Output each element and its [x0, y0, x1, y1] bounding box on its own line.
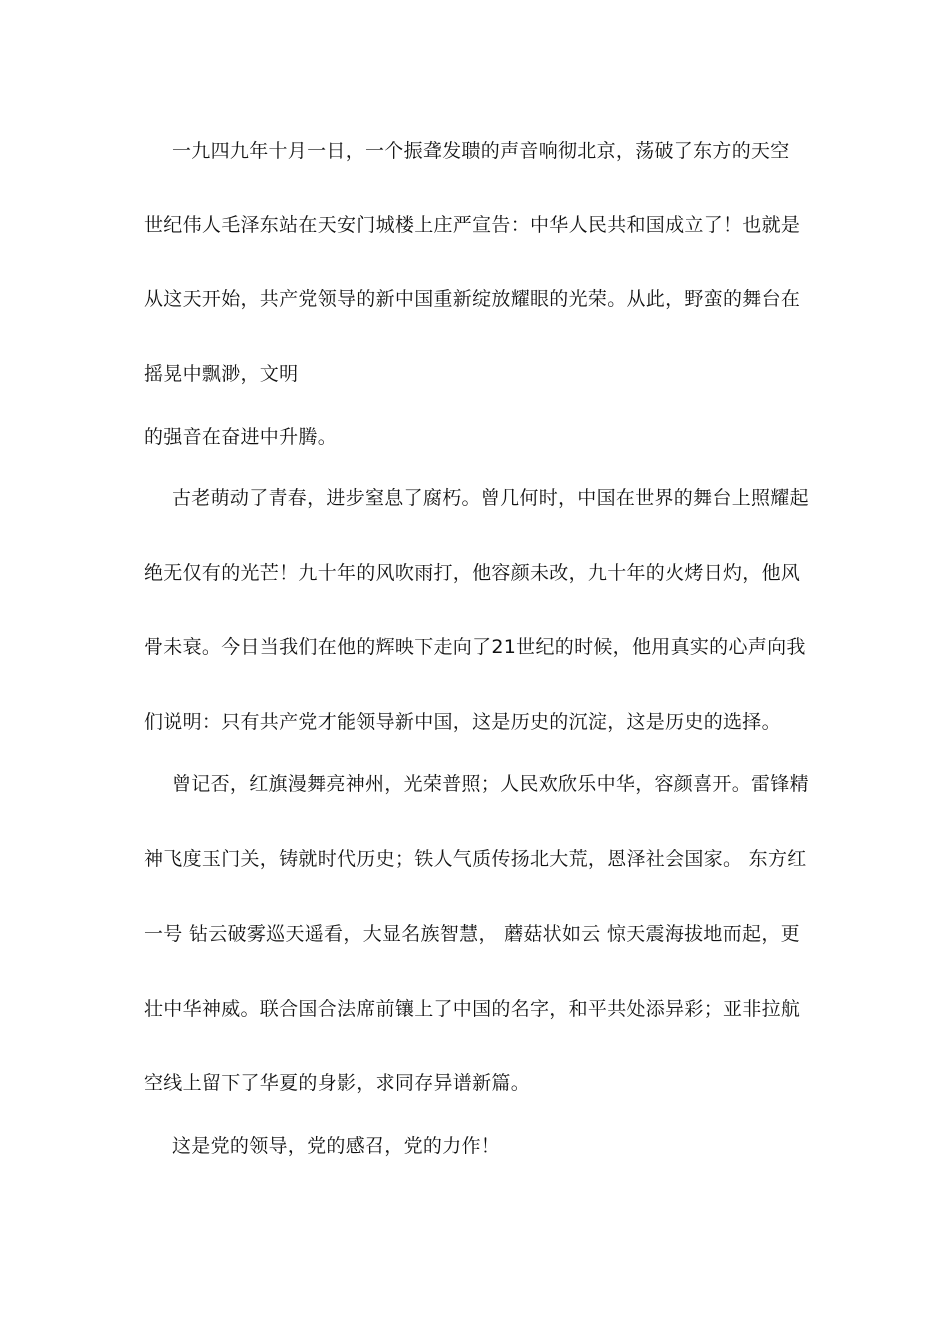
paragraph-2-line-3: 骨未衰。今日当我们在他的辉映下走向了21世纪的时候，他用真实的心声向我	[144, 636, 806, 658]
paragraph-2-line-2: 绝无仅有的光芒！九十年的风吹雨打，他容颜未改，九十年的火烤日灼，他风	[144, 562, 801, 584]
paragraph-3-line-5: 空线上留下了华夏的身影，求同存异谱新篇。	[144, 1072, 531, 1094]
paragraph-4-line-1: 这是党的领导，党的感召，党的力作！	[172, 1135, 501, 1157]
paragraph-2-line-1: 古老萌动了青春，进步窒息了腐朽。曾几何时，中国在世界的舞台上照耀起	[172, 487, 809, 509]
paragraph-1-line-3: 从这天开始，共产党领导的新中国重新绽放耀眼的光荣。从此，野蛮的舞台在	[144, 288, 801, 310]
paragraph-1-line-1: 一九四九年十月一日，一个振聋发聩的声音响彻北京，荡破了东方的天空	[172, 140, 790, 162]
paragraph-2-line-4: 们说明：只有共产党才能领导新中国，这是历史的沉淀，这是历史的选择。	[144, 711, 781, 733]
paragraph-3-line-1: 曾记否，红旗漫舞亮神州，光荣普照；人民欢欣乐中华，容颜喜开。雷锋精	[172, 773, 809, 795]
paragraph-1-line-5: 的强音在奋进中升腾。	[144, 426, 338, 448]
paragraph-3-line-3: 一号 钻云破雾巡天遥看，大显名族智慧， 蘑菇状如云 惊天震海拔地而起，更	[144, 923, 800, 945]
paragraph-1-line-2: 世纪伟人毛泽东站在天安门城楼上庄严宣告：中华人民共和国成立了！也就是	[144, 214, 801, 236]
paragraph-3-line-4: 壮中华神威。联合国合法席前镶上了中国的名字，和平共处添异彩；亚非拉航	[144, 998, 801, 1020]
paragraph-1-line-4: 摇晃中飘渺，文明	[144, 363, 299, 385]
paragraph-3-line-2: 神飞度玉门关，铸就时代历史；铁人气质传扬北大荒，恩泽社会国家。 东方红	[144, 848, 807, 870]
